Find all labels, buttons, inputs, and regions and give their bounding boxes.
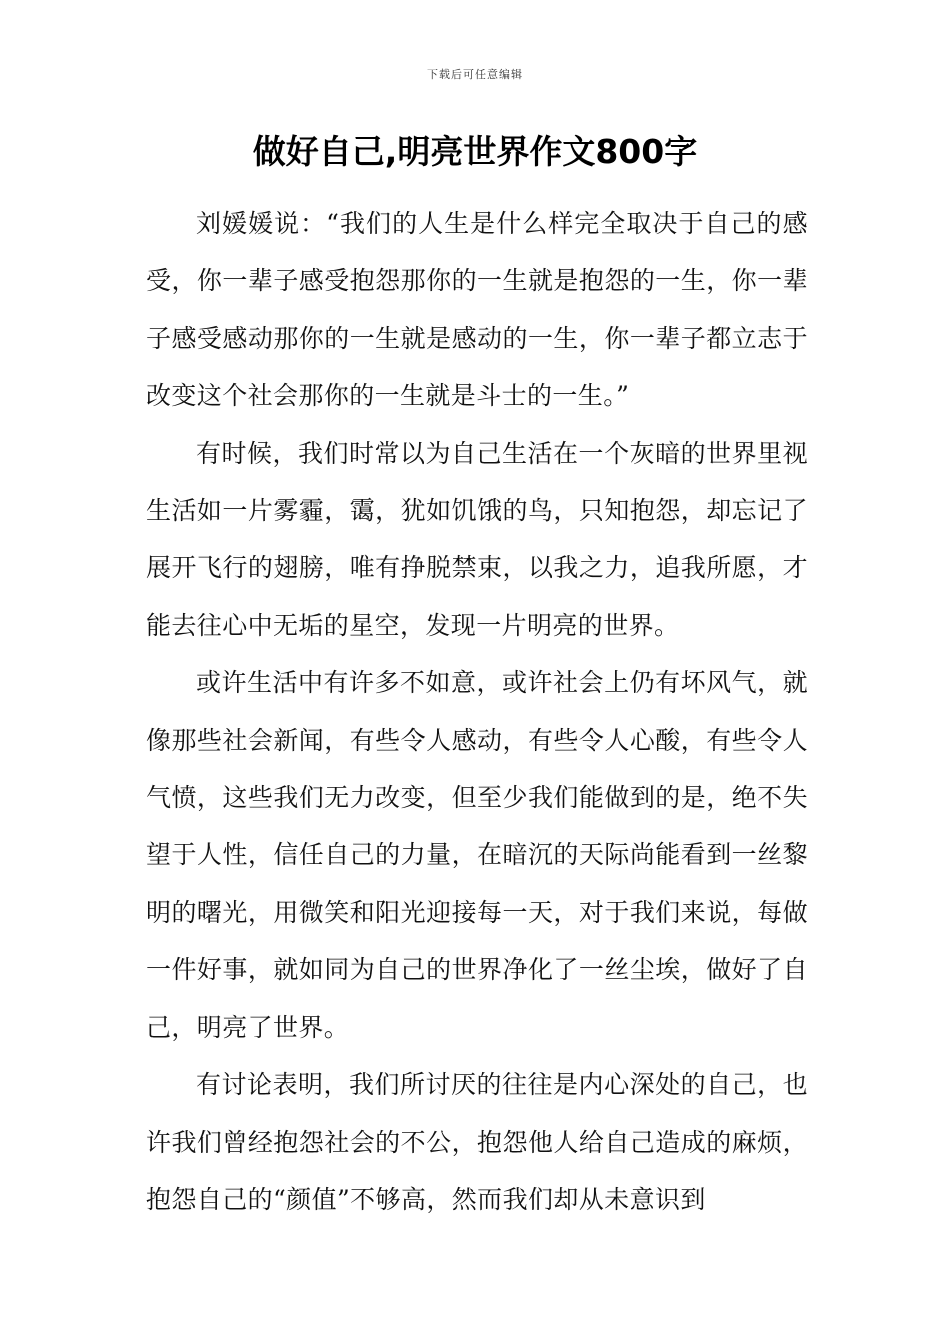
- paragraph-2: 有时候，我们时常以为自己生活在一个灰暗的世界里视生活如一片雾霾，霭，犹如饥饿的鸟，只知抱怨，却忘记了展开飞行的翅膀，唯有挣脱禁束，以我之力，追我所愿，才能去往心中无垢的星空，发现一片明亮的世界。: [146, 438, 808, 640]
- paragraph-3: 或许生活中有许多不如意，或许社会上仍有坏风气，就像那些社会新闻，有些令人感动，有些令人心酸，有些令人气愤，这些我们无力改变，但至少我们能做到的是，绝不失望于人性，信任自己的力量，在暗沉的天际尚能看到一丝黎明的曙光，用微笑和阳光迎接每一天，对于我们来说，每做一件好事，就如同为自己的世界净化了一丝尘埃，做好了自己，明亮了世界。: [146, 668, 808, 1042]
- paragraph-1: 刘媛媛说：“我们的人生是什么样完全取决于自己的感受，你一辈子感受抱怨那你的一生就是抱怨的一生，你一辈子感受感动那你的一生就是感动的一生，你一辈子都立志于改变这个社会那你的一生就是斗士的一生。”: [146, 209, 808, 411]
- document-title: 做好自己,明亮世界作文800字: [252, 132, 698, 171]
- header-note: 下载后可任意编辑: [427, 68, 523, 81]
- document-body: [146, 195, 808, 1228]
- paragraph-4: 有讨论表明，我们所讨厌的往往是内心深处的自己，也许我们曾经抱怨社会的不公，抱怨他人给自己造成的麻烦，抱怨自己的“颜值”不够高，然而我们却从未意识到: [146, 1070, 808, 1214]
